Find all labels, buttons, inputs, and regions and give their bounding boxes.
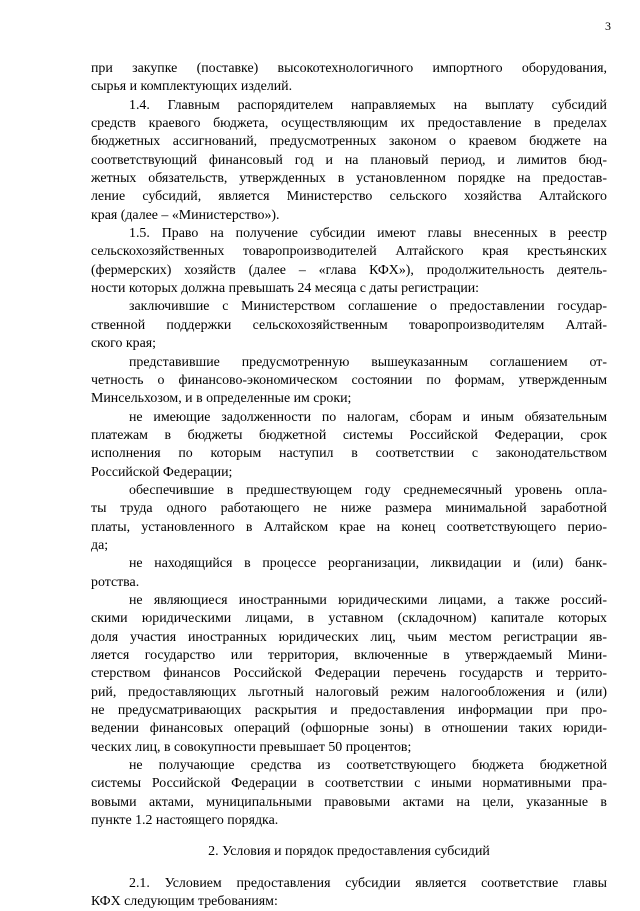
paragraph-reorganization bbox=[91, 555, 607, 592]
text-line: бюджетных ассигнований, предусмотренных законом о краевом бюджете на bbox=[91, 134, 607, 150]
paragraph-1-5 bbox=[91, 225, 607, 298]
page-number: 3 bbox=[605, 19, 611, 33]
paragraph-wages bbox=[91, 482, 607, 555]
text-line: не предусматривающих раскрытия и предоставления информации при про- bbox=[91, 703, 607, 719]
text-line: ты труда одного работающего не ниже размера минимальной заработной bbox=[91, 501, 607, 517]
text-line: не получающие средства из соответствующего бюджета бюджетной bbox=[129, 758, 607, 774]
text-line: ведении финансовых операций (офшорные зоны) в отношении таких юриди- bbox=[91, 721, 607, 737]
text-line: не находящийся в процессе реорганизации, ликвидации и (или) банк- bbox=[129, 556, 607, 572]
paragraph-agreement bbox=[91, 298, 607, 353]
text-line: Российской Федерации; bbox=[91, 464, 233, 480]
text-line: (фермерских) хозяйств (далее – «глава КФХ»), продолжительность деятель- bbox=[91, 262, 607, 278]
text-line: скими юридическими лицами, в уставном (складочном) капитале которых bbox=[91, 611, 607, 627]
text-line: ческих лиц, в совокупности превышает 50 процентов; bbox=[91, 739, 412, 755]
text-line: обеспечившие в предшествующем году среднемесячный уровень опла- bbox=[129, 482, 607, 498]
text-line: не являющиеся иностранными юридическими лицами, а также россий- bbox=[129, 592, 607, 608]
text-line: вовыми актами, муниципальными правовыми актами на цели, указанные в bbox=[91, 794, 607, 810]
text-line: сырья и комплектующих изделий. bbox=[91, 79, 293, 95]
section-heading: 2. Условия и порядок предоставления субсидий bbox=[208, 844, 490, 860]
text-line: КФХ следующим требованиям: bbox=[91, 894, 278, 910]
text-line: ление субсидий, является Министерство сельского хозяйства Алтайского bbox=[91, 189, 607, 205]
text-line: рий, предоставляющих льготный налоговый режим налогообложения и (или) bbox=[91, 684, 607, 700]
paragraph-no-debts bbox=[91, 409, 607, 482]
text-line: да; bbox=[91, 537, 109, 553]
text-line: ности которых должна превышать 24 месяца с даты регистрации: bbox=[91, 281, 480, 297]
text-line: доля участия иностранных юридических лиц, чьим местом регистрации яв- bbox=[91, 629, 607, 645]
spacer bbox=[91, 862, 607, 875]
paragraph-2-1 bbox=[91, 875, 607, 911]
text-line: средств краевого бюджета, осуществляющим их предоставление в пределах bbox=[91, 116, 607, 132]
text-line: жетных обязательств, утвержденных в установленном порядке на предостав- bbox=[91, 171, 607, 187]
document-body bbox=[91, 60, 607, 911]
text-line: платежам в бюджеты бюджетной системы Российской Федерации, срок bbox=[91, 427, 607, 443]
text-line: соответствующий финансовый год и на плановый период, и лимитов бюд- bbox=[91, 152, 607, 168]
text-line: края (далее – «Министерство»). bbox=[91, 207, 280, 223]
text-line: сельскохозяйственных товаропроизводителей Алтайского края крестьянских bbox=[91, 244, 607, 260]
text-line: системы Российской Федерации в соответствии с иными нормативными пра- bbox=[91, 776, 607, 792]
paragraph-intro-continuation bbox=[91, 60, 607, 97]
text-line: при закупке (поставке) высокотехнологичного импортного оборудования, bbox=[91, 61, 607, 76]
text-line: ственной поддержки сельскохозяйственным товаропроизводителям Алтай- bbox=[91, 317, 607, 333]
text-line: не имеющие задолженности по налогам, сборам и иным обязательным bbox=[129, 409, 607, 425]
paragraph-other-funds bbox=[91, 757, 607, 830]
text-line: четность о финансово-экономическом состоянии по формам, утвержденным bbox=[91, 372, 607, 388]
paragraph-foreign-entities bbox=[91, 592, 607, 757]
paragraph-reporting bbox=[91, 354, 607, 409]
text-line: платы, установленного в Алтайском крае на конец соответствующего перио- bbox=[91, 519, 607, 535]
text-line: 1.4. Главным распорядителем направляемых на выплату субсидий bbox=[129, 97, 607, 113]
text-line: ротства. bbox=[91, 574, 140, 590]
text-line: заключившие с Министерством соглашение о предоставлении государ- bbox=[129, 299, 607, 315]
text-line: представившие предусмотренную вышеуказанным соглашением от- bbox=[129, 354, 607, 370]
text-line: стерством финансов Российской Федерации перечень государств и террито- bbox=[91, 666, 607, 682]
text-line: ляется государство или территория, включенные в утверждаемый Мини- bbox=[91, 648, 607, 663]
text-line: исполнения по которым наступил в соответствии с законодательством bbox=[91, 446, 607, 462]
text-line: 2.1. Условием предоставления субсидии является соответствие главы bbox=[129, 875, 607, 891]
text-line: ского края; bbox=[91, 336, 157, 352]
paragraph-1-4 bbox=[91, 97, 607, 225]
text-line: 1.5. Право на получение субсидии имеют главы внесенных в реестр bbox=[129, 226, 607, 242]
spacer bbox=[91, 830, 607, 843]
text-line: Минсельхозом, и в определенные им сроки; bbox=[91, 391, 352, 407]
text-line: пункте 1.2 настоящего порядка. bbox=[91, 813, 279, 829]
